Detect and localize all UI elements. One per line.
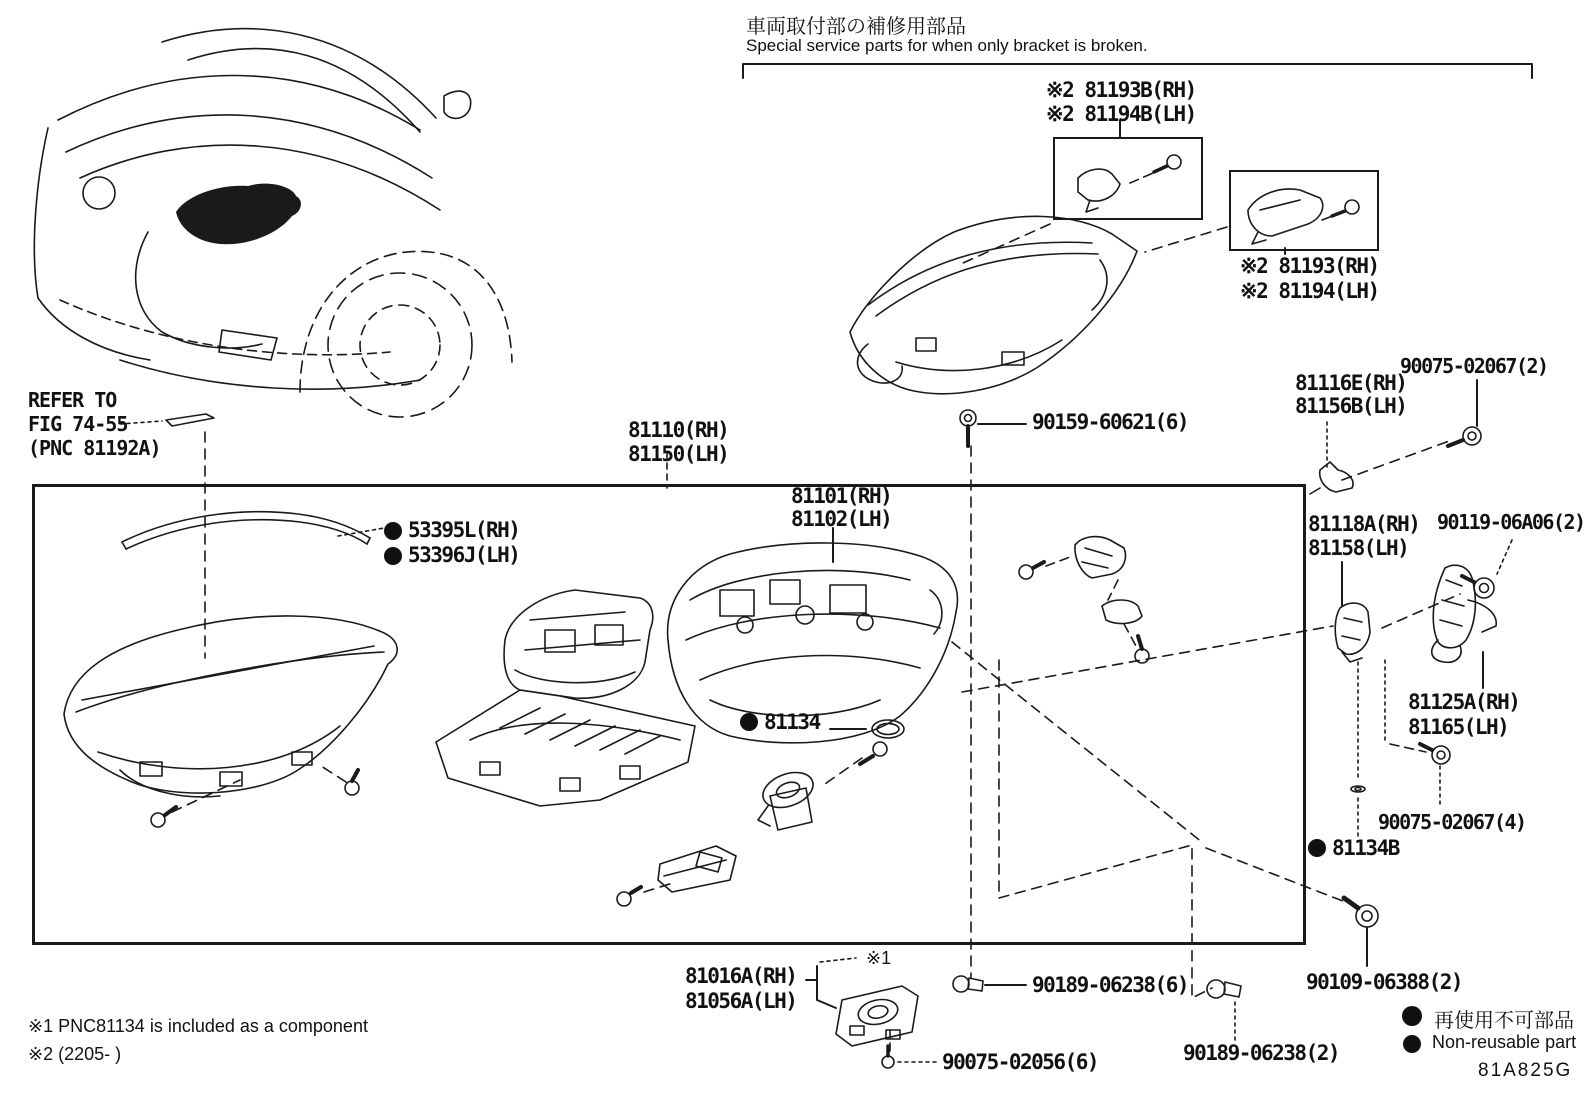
- ecu-box-drawing: [617, 846, 736, 906]
- inner-bracket-cluster: [1019, 537, 1149, 663]
- headlamp-assembly-top: [850, 216, 1137, 393]
- bracket-81193b-drawing: [1078, 155, 1181, 212]
- part-label-53395l: 53395L(RH): [408, 518, 520, 542]
- part-label-90189-2: 90189-06238(2): [1183, 1041, 1340, 1065]
- gasket-strip-drawing: [122, 512, 384, 549]
- note1-mark: ※1: [866, 948, 892, 968]
- part-label-81134: 81134: [764, 710, 820, 734]
- legend-non-reusable-jp: 再使用不可部品: [1434, 1010, 1574, 1032]
- part-label-81116e: 81116E(RH): [1295, 371, 1407, 395]
- bracket-81118a-drawing: [1335, 562, 1370, 662]
- part-label-81156b: 81156B(LH): [1295, 394, 1407, 418]
- part-label-81193b: ※2 81193B(RH): [1046, 78, 1196, 102]
- legend-non-reusable-en: Non-reusable part: [1432, 1032, 1577, 1052]
- part-label-90075-02067-2: 90075-02067(2): [1400, 354, 1548, 378]
- part-label-81193: ※2 81193(RH): [1240, 254, 1379, 278]
- retainer-bracket-drawing: [504, 590, 653, 698]
- part-label-81125a: 81125A(RH): [1408, 690, 1520, 714]
- part-label-90075-02067-4: 90075-02067(4): [1378, 810, 1526, 834]
- headlamp-unit-left-drawing: [64, 616, 397, 827]
- page-subtitle-en: Special service parts for when only bracket is broken.: [746, 36, 1148, 55]
- part-label-81110: 81110(RH): [628, 418, 729, 442]
- part-label-81102: 81102(LH): [791, 507, 892, 531]
- bracket-81193-drawing: [1248, 189, 1359, 244]
- part-label-81056a: 81056A(LH): [685, 989, 797, 1013]
- page-title-jp: 車両取付部の補修用部品: [746, 16, 966, 38]
- part-label-81150: 81150(LH): [628, 442, 729, 466]
- socket-drawing: [758, 742, 887, 830]
- figure-code: 81A825G: [1478, 1060, 1573, 1081]
- refer-note-line1: REFER TO: [28, 388, 117, 412]
- part-label-90075-02056: 90075-02056(6): [942, 1050, 1099, 1074]
- part-label-81134b: 81134B: [1332, 836, 1399, 860]
- part-label-90119: 90119-06A06(2): [1437, 510, 1585, 534]
- leveling-unit-81016a-drawing: [806, 958, 936, 1068]
- screw-90109-drawing: [1344, 898, 1378, 966]
- o-ring-81134-drawing: [830, 720, 904, 738]
- clip-90189-6-drawing: [953, 976, 1026, 992]
- refer-note-line3: (PNC 81192A): [28, 436, 161, 460]
- car-headlamp-highlight: [176, 184, 301, 245]
- adjuster-81125a-drawing: [1382, 540, 1512, 688]
- trim-extension-drawing: [436, 690, 695, 806]
- part-label-81165: 81165(LH): [1408, 715, 1509, 739]
- footnote-2: ※2 (2205- ): [28, 1044, 122, 1064]
- refer-note-line2: FIG 74-55: [28, 412, 128, 436]
- part-label-90159: 90159-60621(6): [1032, 410, 1189, 434]
- part-label-81016a: 81016A(RH): [685, 964, 797, 988]
- clip-90189-2-drawing: [1207, 980, 1241, 1040]
- part-label-81194: ※2 81194(LH): [1240, 279, 1379, 303]
- part-label-90109: 90109-06388(2): [1306, 970, 1463, 994]
- part-label-53396j: 53396J(LH): [408, 543, 520, 567]
- car-sketch: [34, 29, 512, 417]
- part-label-81101: 81101(RH): [791, 484, 892, 508]
- part-label-81194b: ※2 81194B(LH): [1046, 102, 1196, 126]
- part-label-81118a: 81118A(RH): [1308, 512, 1420, 536]
- part-label-90189-6: 90189-06238(6): [1032, 973, 1189, 997]
- footnote-1: ※1 PNC81134 is included as a component: [28, 1016, 368, 1036]
- part-label-81158: 81158(LH): [1308, 536, 1409, 560]
